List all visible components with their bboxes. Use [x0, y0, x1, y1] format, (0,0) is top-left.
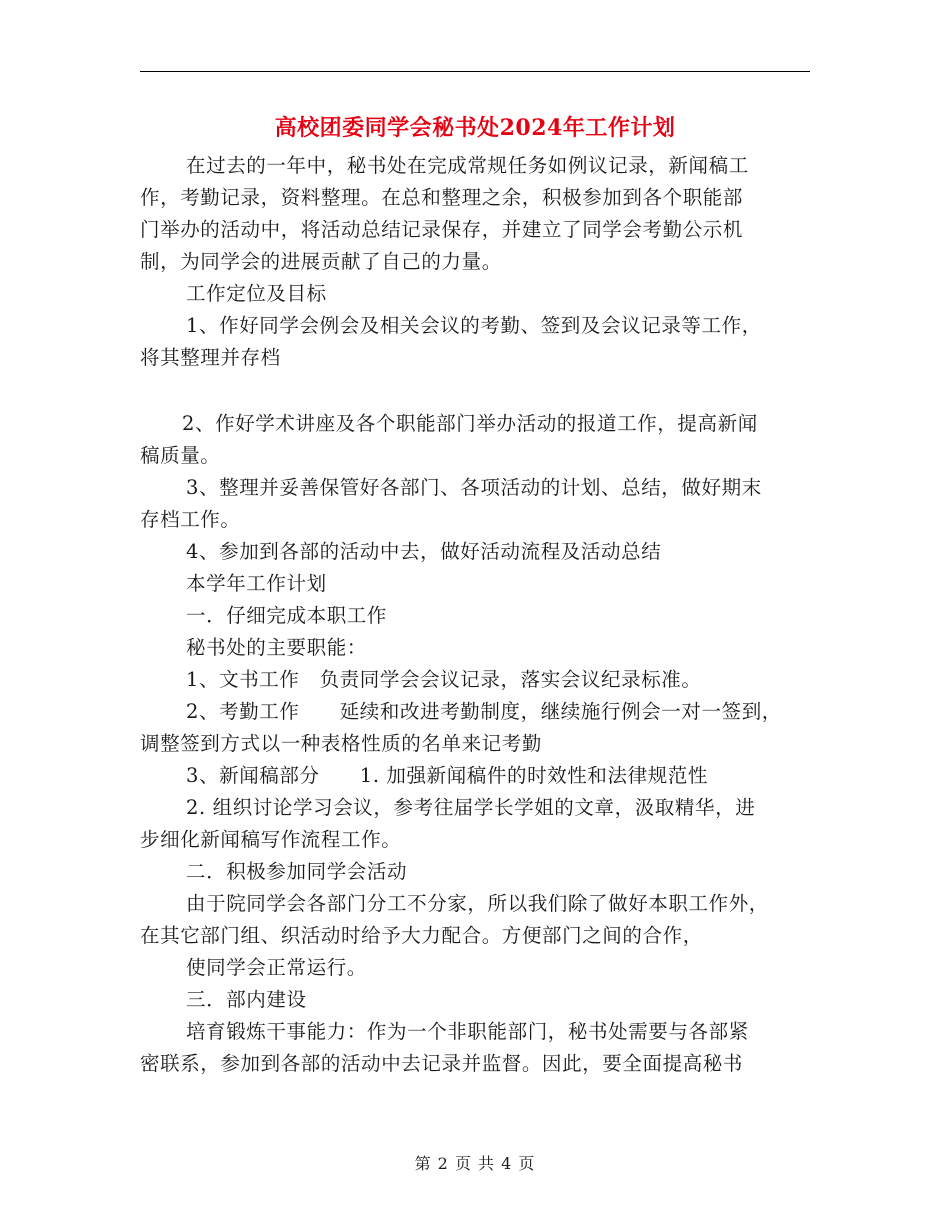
text-line: 本学年工作计划	[186, 572, 327, 595]
page-number: 第 2 页 共 4 页	[414, 1154, 536, 1173]
text-line: 稿质量。	[140, 444, 221, 467]
text-line: 1、作好同学会例会及相关会议的考勤、签到及会议记录等工作，	[186, 314, 762, 337]
document-title: 高校团委同学会秘书处2024年工作计划	[274, 115, 676, 141]
text-line: 1、文书工作 负责同学会会议记录，落实会议纪录标准。	[186, 668, 702, 691]
text-line: 二．积极参加同学会活动	[186, 860, 408, 883]
text-line: 将其整理并存档	[140, 346, 281, 369]
text-line: 3、整理并妥善保管好各部门、各项活动的计划、总结，做好期末	[186, 476, 762, 499]
text-line: 秘书处的主要职能：	[186, 636, 367, 659]
text-line: 工作定位及目标	[186, 282, 327, 305]
text-line: 密联系，参加到各部的活动中去记录并监督。因此，要全面提高秘书	[140, 1052, 744, 1075]
text-line: 2. 组织讨论学习会议，参考往届学长学姐的文章，汲取精华，进	[186, 796, 756, 819]
text-line: 制，为同学会的进展贡献了自己的力量。	[140, 250, 502, 273]
text-line: 在过去的一年中，秘书处在完成常规任务如例议记录，新闻稿工	[186, 154, 749, 177]
text-line: 3、新闻稿部分 1. 加强新闻稿件的时效性和法律规范性	[186, 764, 709, 787]
text-line: 作，考勤记录，资料整理。在总和整理之余，积极参加到各个职能部	[140, 186, 744, 209]
text-line: 2、考勤工作 延续和改进考勤制度，继续施行例会一对一签到，	[186, 700, 782, 723]
text-line: 4、参加到各部的活动中去，做好活动流程及活动总结	[186, 540, 662, 563]
text-line: 调整签到方式以一种表格性质的名单来记考勤	[140, 732, 543, 755]
text-line: 三．部内建设	[186, 988, 307, 1011]
text-line: 步细化新闻稿写作流程工作。	[140, 828, 402, 851]
text-line: 门举办的活动中，将活动总结记录保存，并建立了同学会考勤公示机	[140, 218, 744, 241]
header-rule	[140, 71, 810, 72]
text-line: 2、作好学术讲座及各个职能部门举办活动的报道工作，提高新闻	[182, 412, 758, 435]
text-line: 一．仔细完成本职工作	[186, 604, 388, 627]
text-line: 培育锻炼干事能力：作为一个非职能部门，秘书处需要与各部紧	[186, 1020, 749, 1043]
text-line: 存档工作。	[140, 508, 241, 531]
text-line: 由于院同学会各部门分工不分家，所以我们除了做好本职工作外，	[186, 892, 769, 915]
text-line: 在其它部门组、织活动时给予大力配合。方便部门之间的合作，	[140, 924, 703, 947]
text-line: 使同学会正常运行。	[186, 956, 367, 979]
